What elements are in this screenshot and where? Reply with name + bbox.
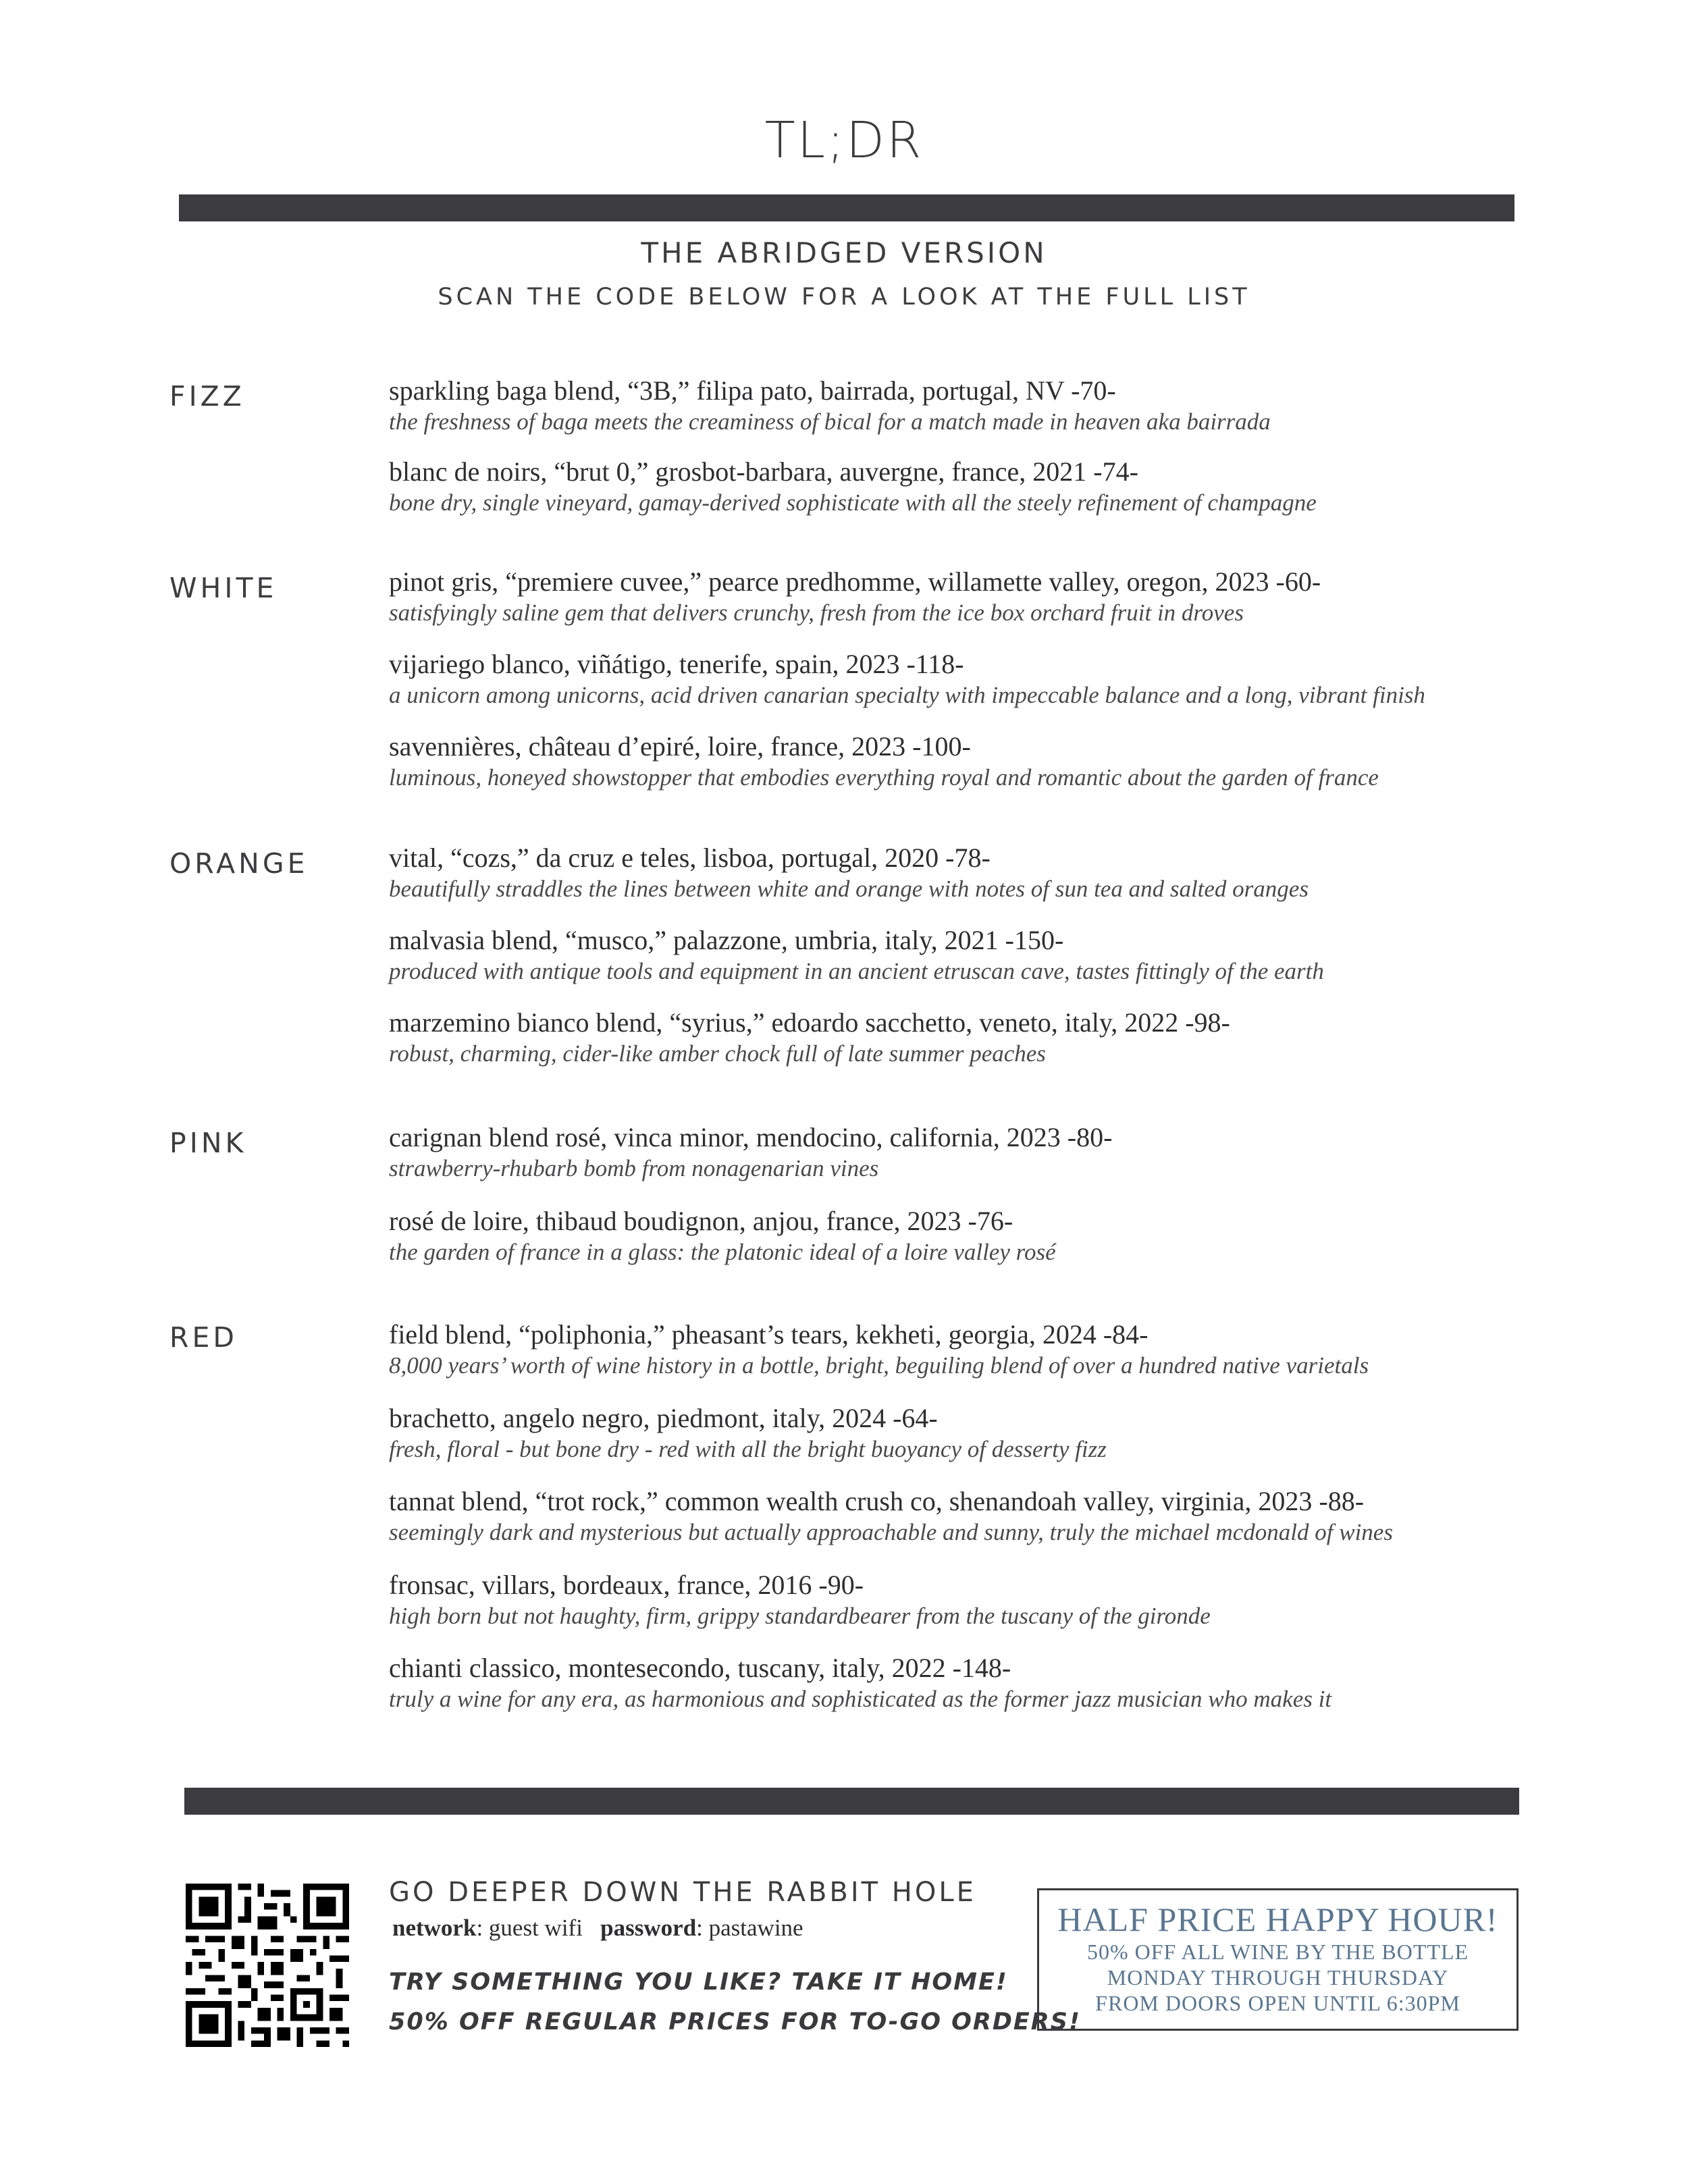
wifi-info (392, 1915, 803, 1942)
to-go-discount-note: 50% OFF REGULAR PRICES FOR TO-GO ORDERS! (389, 2008, 1081, 2035)
wine-item (389, 1402, 1537, 1464)
wine-name: tannat blend, “trot rock,” common wealth crush co, shenandoah valley, virginia, 2023 -88- (389, 1486, 1365, 1516)
wine-name: savennières, château d’epiré, loire, france, 2023 -100- (389, 731, 971, 762)
wine-note: truly a wine for any era, as harmonious and sophisticated as the former jazz musician who makes it (389, 1686, 1332, 1712)
password-value: : pastawine (696, 1915, 803, 1941)
wine-note: bone dry, single vineyard, gamay-derived sophisticate with all the steely refinement of champagne (389, 489, 1317, 516)
wine-name: field blend, “poliphonia,” pheasant’s tears, kekheti, georgia, 2024 -84- (389, 1319, 1149, 1350)
wine-note: fresh, floral - but bone dry - red with all the bright buoyancy of desserty fizz (389, 1436, 1107, 1462)
wine-item (389, 1121, 1537, 1183)
wine-item (389, 1485, 1537, 1547)
category-orange: ORANGE (169, 847, 309, 880)
wine-item (389, 456, 1537, 518)
rabbit-hole-heading: GO DEEPER DOWN THE RABBIT HOLE (389, 1877, 976, 1908)
wine-name: vijariego blanco, viñátigo, tenerife, spain, 2023 -118- (389, 649, 964, 679)
wine-item (389, 1007, 1537, 1069)
happy-hour-line: FROM DOORS OPEN UNTIL 6:30PM (1095, 1991, 1460, 2015)
category-red: RED (169, 1321, 238, 1354)
wine-item (389, 1319, 1537, 1381)
network-value: : guest wifi (476, 1915, 583, 1941)
wine-item (389, 375, 1537, 437)
take-home-note: TRY SOMETHING YOU LIKE? TAKE IT HOME! (389, 1969, 1008, 1996)
happy-hour-title: HALF PRICE HAPPY HOUR! (1057, 1900, 1498, 1938)
wine-item (389, 1652, 1537, 1714)
top-divider (179, 194, 1514, 221)
wine-note: a unicorn among unicorns, acid driven canarian specialty with impeccable balance and a long, vibrant finish (389, 682, 1425, 708)
wine-name: marzemino bianco blend, “syrius,” edoardo sacchetto, veneto, italy, 2022 -98- (389, 1007, 1230, 1038)
wine-note: the garden of france in a glass: the platonic ideal of a loire valley rosé (389, 1239, 1056, 1265)
happy-hour-line: 50% OFF ALL WINE BY THE BOTTLE (1086, 1940, 1469, 1964)
happy-hour-box (1037, 1888, 1519, 2031)
wine-note: robust, charming, cider-like amber chock full of late summer peaches (389, 1040, 1046, 1067)
wine-name: chianti classico, montesecondo, tuscany, italy, 2022 -148- (389, 1653, 1011, 1683)
wine-item (389, 648, 1537, 710)
wine-item (389, 924, 1537, 986)
wine-note: the freshness of baga meets the creaminess of bical for a match made in heaven aka bairrada (389, 408, 1271, 435)
network-label: network (392, 1915, 477, 1941)
wine-note: 8,000 years’ worth of wine history in a bottle, bright, beguiling blend of over a hundred native varietals (389, 1352, 1369, 1379)
wine-item (389, 1569, 1537, 1631)
wine-note: strawberry-rhubarb bomb from nonagenarian vines (389, 1155, 879, 1181)
category-pink: PINK (169, 1127, 247, 1159)
happy-hour-line: MONDAY THROUGH THURSDAY (1107, 1965, 1449, 1990)
category-white: WHITE (169, 572, 278, 604)
wine-note: seemingly dark and mysterious but actually approachable and sunny, truly the michael mcdonald of wines (389, 1519, 1393, 1545)
wine-note: high born but not haughty, firm, grippy standardbearer from the tuscany of the gironde (389, 1603, 1211, 1629)
bottom-divider (184, 1788, 1519, 1815)
page-title: TL;DR (764, 111, 924, 169)
scan-note: SCAN THE CODE BELOW FOR A LOOK AT THE FULL LIST (438, 284, 1250, 311)
wine-item (389, 1205, 1537, 1267)
category-fizz: FIZZ (169, 380, 245, 412)
password-label: password (600, 1915, 697, 1941)
wine-note: produced with antique tools and equipment in an ancient etruscan cave, tastes fittingly of the earth (389, 958, 1324, 984)
subtitle: THE ABRIDGED VERSION (641, 236, 1047, 269)
wine-note: satisfyingly saline gem that delivers crunchy, fresh from the ice box orchard fruit in droves (389, 600, 1244, 626)
wine-item (389, 842, 1537, 904)
wine-name: fronsac, villars, bordeaux, france, 2016 -90- (389, 1570, 864, 1600)
wine-item (389, 730, 1537, 793)
wine-name: sparkling baga blend, “3B,” filipa pato, bairrada, portugal, NV -70- (389, 375, 1116, 406)
qr-code-icon[interactable] (186, 1884, 349, 2047)
wine-name: brachetto, angelo negro, piedmont, italy, 2024 -64- (389, 1403, 938, 1433)
wine-item (389, 566, 1537, 628)
wine-name: vital, “cozs,” da cruz e teles, lisboa, portugal, 2020 -78- (389, 843, 991, 873)
wine-name: pinot gris, “premiere cuvee,” pearce predhomme, willamette valley, oregon, 2023 -60- (389, 566, 1321, 597)
wine-note: luminous, honeyed showstopper that embodies everything royal and romantic about the garden of france (389, 764, 1379, 791)
wine-name: rosé de loire, thibaud boudignon, anjou, france, 2023 -76- (389, 1206, 1013, 1236)
wine-name: carignan blend rosé, vinca minor, mendocino, california, 2023 -80- (389, 1122, 1113, 1152)
wine-note: beautifully straddles the lines between white and orange with notes of sun tea and salted oranges (389, 876, 1309, 902)
wine-name: malvasia blend, “musco,” palazzone, umbria, italy, 2021 -150- (389, 925, 1064, 955)
wine-name: blanc de noirs, “brut 0,” grosbot-barbara, auvergne, france, 2021 -74- (389, 456, 1138, 487)
